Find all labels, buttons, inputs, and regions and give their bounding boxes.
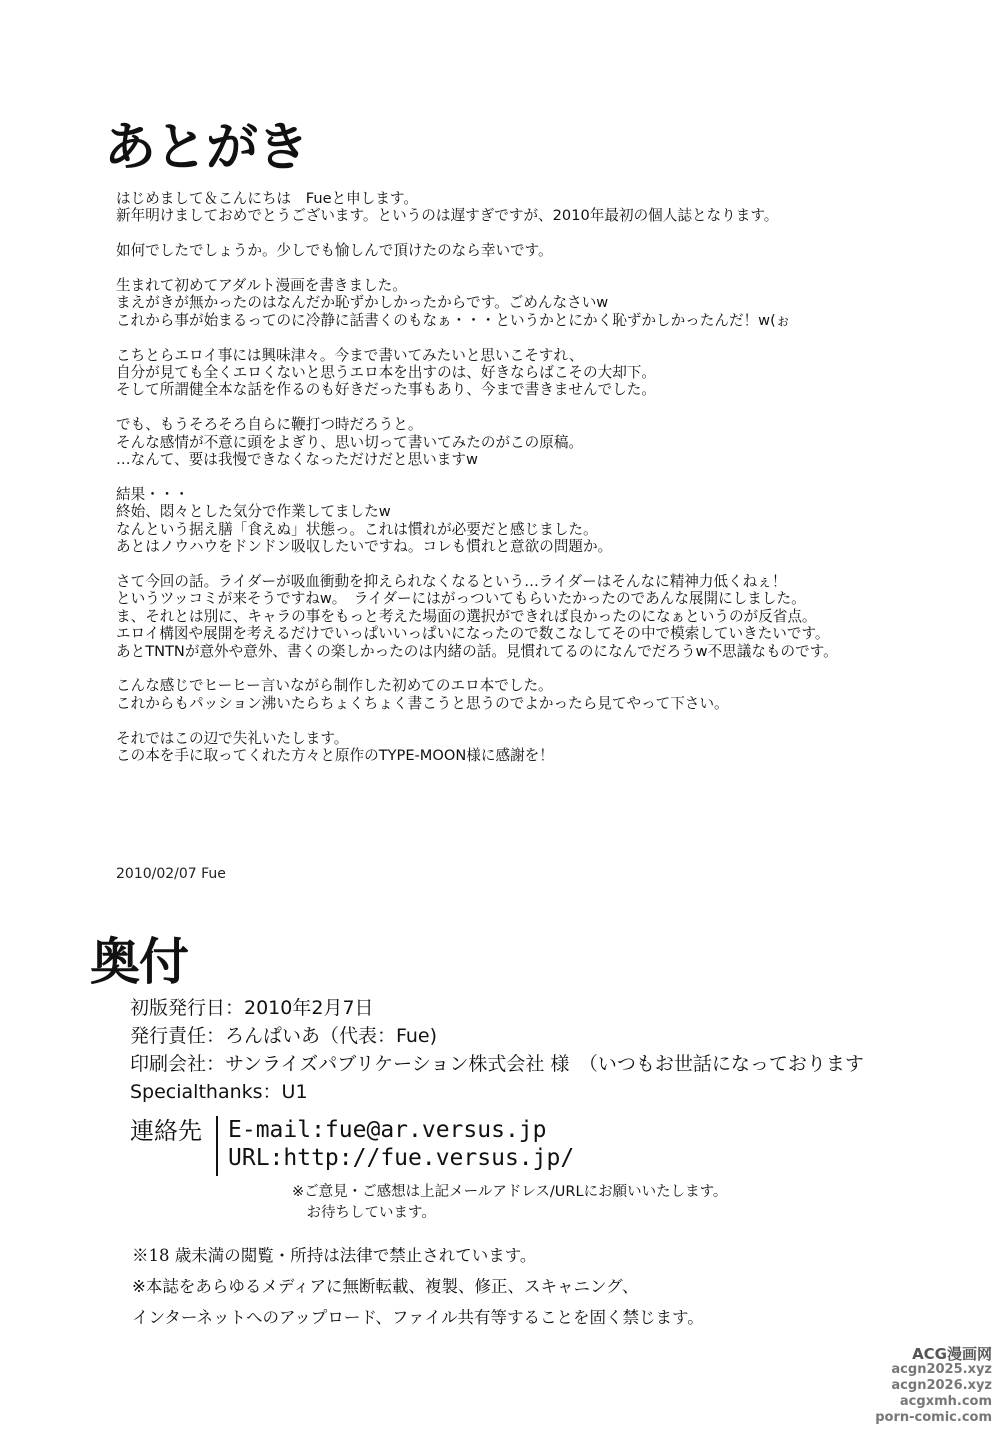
legal-notice: ※18 歳未満の閲覧・所持は法律で禁止されています。 ※本誌をあらゆるメディアに無断転載、複製、修正、スキャニング、 インターネットへのアップロード、ファイル共有等することを固く禁じます。 <box>132 1246 704 1327</box>
watermark-line: acgn2026.xyz <box>891 1378 992 1393</box>
colophon-details: 初版発行日：2010年2月7日 発行責任：ろんぱいあ（代表：Fue) 印刷会社：サンライズパブリケーション株式会社 様 （いつもお世話になっております Specialthanks：U1 <box>130 997 864 1103</box>
contact-block <box>130 1116 574 1176</box>
watermark-line: porn-comic.com <box>875 1410 992 1425</box>
contact-label: 連絡先 <box>130 1117 202 1145</box>
contact-email: E-mail:fue@ar.versus.jp <box>228 1117 547 1143</box>
afterword-body: はじめまして＆こんにちは Fueと申します。 新年明けましておめでとうございます。というのは遅すぎですが、2010年最初の個人誌となります。 如何でしたでしょうか。少しでも愉しんで頂けたのなら幸いです。 生まれて初めてアダルト漫画を書きました。 まえがきが無かったのはなんだか恥ずかしかったからです。ごめんなさいw これから事が始まるってのに冷静に話書くのもなぁ・・・というかとにかく恥ずかしかったんだ！w(ぉ こちとらエロイ事には興味津々。今まで書いてみたいと思いこそすれ、 自分が見ても全くエロくないと思うエロ本を出すのは、好きならばこその大却下。 そして所謂健全本な話を作るのも好きだった事もあり、今まで書きませんでした。 でも、もうそろそろ自らに鞭打つ時だろうと。 そんな感情が不意に頭をよぎり、思い切って書いてみたのがこの原稿。 …なんて、要は我慢できなくなっただけだと思いますw 結果・・・ 終始、悶々とした気分で作業してましたw なんという据え膳「食えぬ」状態っ。これは慣れが必要だと感じました。 あとはノウハウをドンドン吸収したいですね。コレも慣れと意欲の問題か。 さて今回の話。ライダーが吸血衝動を抑えられなくなるという…ライダーはそんなに精神力低くねぇ！ というツッコミが来そうですねw。 ライダーにはがっついてもらいたかったのであんな展開にしました。 ま、それとは別に、キャラの事をもっと考えた場面の選択ができれば良かったのになぁというのが反省点。 エロイ構図や展開を考えるだけでいっぱいいっぱいになったので数こなしてその中で模索していきたいです。 あとTNTNが意外や意外、書くの楽しかったのは内緒の話。見慣れてるのになんでだろうw不思議なものです。 こんな感じでヒーヒー言いながら制作した初めてのエロ本でした。 これからもパッション沸いたらちょくちょく書こうと思うのでよかったら見てやって下さい。 それではこの辺で失礼いたします。 この本を手に取ってくれた方々と原作のTYPE-MOON様に感謝を！ <box>116 190 838 764</box>
watermark-brand: ACG漫画网 <box>912 1345 992 1363</box>
afterword-heading: あとがき <box>104 118 309 178</box>
contact-url: URL:http://fue.versus.jp/ <box>228 1145 575 1171</box>
contact-notice: ※ご意見・ご感想は上記メールアドレス/URLにお願いいたします。 お待ちしています。 <box>292 1184 728 1221</box>
colophon-heading: 奥付 <box>90 933 188 991</box>
watermark-line: acgxmh.com <box>899 1394 992 1409</box>
afterword-date: 2010/02/07 Fue <box>116 866 226 882</box>
site-watermark <box>832 1346 992 1426</box>
contact-lines <box>216 1116 574 1176</box>
watermark-line: acgn2025.xyz <box>891 1362 992 1377</box>
